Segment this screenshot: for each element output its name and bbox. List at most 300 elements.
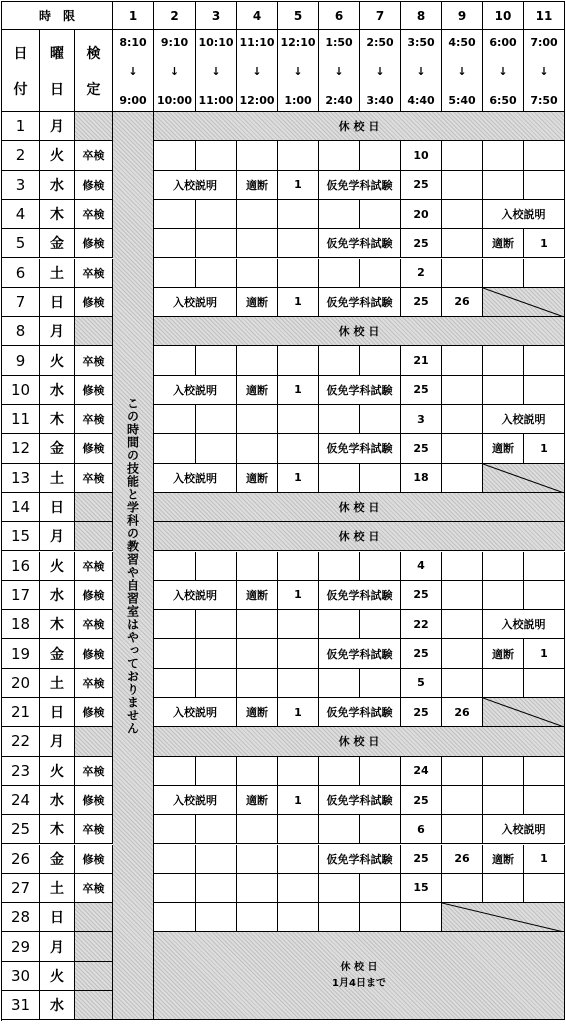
period-time-range (442, 30, 483, 112)
period9-value (442, 639, 483, 668)
period-time-range (524, 30, 565, 112)
empty-slot (196, 552, 237, 581)
empty-slot (196, 200, 237, 229)
date-cell: 17 (2, 581, 40, 610)
weekday-cell: 火 (40, 141, 75, 170)
provisional-license-exam: 仮免学科試験 (319, 229, 401, 258)
empty-slot (319, 259, 360, 288)
aptitude-test: 適断 (483, 639, 524, 668)
empty-slot (278, 669, 319, 698)
empty-slot (154, 874, 196, 903)
entrance-briefing: 入校説明 (154, 786, 237, 815)
empty-slot (237, 200, 278, 229)
weekday-cell: 木 (40, 815, 75, 844)
weekday-cell: 金 (40, 639, 75, 668)
date-cell: 3 (2, 171, 40, 200)
date-cell: 29 (2, 932, 40, 961)
period9-value (442, 434, 483, 463)
empty-slot (278, 141, 319, 170)
kentei-cell: 修検 (75, 786, 113, 815)
kentei-cell: 卒検 (75, 200, 113, 229)
period-start: 4:50 (448, 36, 476, 49)
weekday-cell: 日 (40, 288, 75, 317)
date-cell: 31 (2, 991, 40, 1020)
closed-day-band: 休 校 日 (154, 112, 565, 141)
weekday-cell: 水 (40, 786, 75, 815)
period8-value: 3 (401, 405, 442, 434)
period8-value: 25 (401, 229, 442, 258)
empty-slot (278, 405, 319, 434)
empty-slot (154, 405, 196, 434)
empty-slot (196, 669, 237, 698)
empty-slot (278, 434, 319, 463)
period-number: 2 (154, 2, 196, 30)
period-start: 9:10 (160, 36, 189, 49)
period9-value (442, 464, 483, 493)
period-arrow: ↓ (211, 65, 221, 78)
period8-value: 15 (401, 874, 442, 903)
aptitude-test: 適断 (237, 581, 278, 610)
date-cell: 16 (2, 552, 40, 581)
empty-slot (237, 669, 278, 698)
weekday-cell: 日 (40, 493, 75, 522)
entrance-briefing: 入校説明 (483, 610, 565, 639)
kentei-cell: 卒検 (75, 669, 113, 698)
empty-slot (278, 903, 319, 932)
empty-slot (278, 229, 319, 258)
aptitude-test: 適断 (483, 845, 524, 874)
date-cell: 24 (2, 786, 40, 815)
empty-slot (319, 346, 360, 375)
date-cell: 15 (2, 522, 40, 551)
empty-slot (237, 346, 278, 375)
period9-value (442, 610, 483, 639)
weekday-cell: 木 (40, 610, 75, 639)
slot-count: 1 (278, 288, 319, 317)
date-cell: 7 (2, 288, 40, 317)
date-cell: 22 (2, 727, 40, 756)
kentei-cell (75, 522, 113, 551)
period8-value: 25 (401, 581, 442, 610)
provisional-license-exam: 仮免学科試験 (319, 639, 401, 668)
empty-slot (483, 581, 524, 610)
period-arrow: ↓ (457, 65, 467, 78)
period9-value (442, 669, 483, 698)
period8-value: 5 (401, 669, 442, 698)
period-start: 12:10 (280, 36, 316, 49)
empty-slot (196, 757, 237, 786)
empty-slot (360, 757, 401, 786)
empty-slot (483, 757, 524, 786)
period8-value: 25 (401, 698, 442, 727)
weekday-cell: 月 (40, 112, 75, 141)
date-cell: 18 (2, 610, 40, 639)
period-arrow: ↓ (128, 65, 138, 78)
date-cell: 26 (2, 845, 40, 874)
period8-value: 21 (401, 346, 442, 375)
period-arrow: ↓ (498, 65, 508, 78)
empty-slot (196, 259, 237, 288)
empty-slot (524, 874, 565, 903)
empty-slot (319, 874, 360, 903)
empty-slot (319, 903, 360, 932)
period9-value (442, 141, 483, 170)
period-end: 12:00 (239, 94, 275, 107)
empty-slot (237, 434, 278, 463)
slot-count: 1 (278, 581, 319, 610)
hatched-slot (483, 464, 565, 493)
empty-slot (360, 610, 401, 639)
empty-slot (196, 434, 237, 463)
empty-slot (319, 141, 360, 170)
empty-slot (278, 845, 319, 874)
date-label: 日 付 (2, 30, 40, 112)
weekday-cell: 木 (40, 200, 75, 229)
provisional-license-exam: 仮免学科試験 (319, 786, 401, 815)
empty-slot (154, 845, 196, 874)
empty-slot (278, 757, 319, 786)
empty-slot (319, 815, 360, 844)
date-cell: 5 (2, 229, 40, 258)
aptitude-test: 適断 (237, 698, 278, 727)
closed-until-label: 1月4日まで (332, 977, 386, 989)
empty-slot (483, 259, 524, 288)
empty-slot (154, 815, 196, 844)
period8-value: 2 (401, 259, 442, 288)
period8-value: 10 (401, 141, 442, 170)
empty-slot (154, 200, 196, 229)
slot-count: 1 (278, 171, 319, 200)
empty-slot (483, 669, 524, 698)
weekday-label: 曜 日 (40, 30, 75, 112)
period-number: 4 (237, 2, 278, 30)
date-cell: 25 (2, 815, 40, 844)
empty-slot (360, 346, 401, 375)
period9-value (442, 757, 483, 786)
date-cell: 9 (2, 346, 40, 375)
date-cell: 27 (2, 874, 40, 903)
period8-value: 6 (401, 815, 442, 844)
period-number: 5 (278, 2, 319, 30)
period8-value: 25 (401, 639, 442, 668)
period9-value (442, 874, 483, 903)
period8-value: 18 (401, 464, 442, 493)
entrance-briefing: 入校説明 (154, 288, 237, 317)
period-end: 3:40 (366, 94, 394, 107)
date-cell: 11 (2, 405, 40, 434)
empty-slot (196, 610, 237, 639)
provisional-license-exam: 仮免学科試験 (319, 434, 401, 463)
empty-slot (360, 874, 401, 903)
empty-slot (154, 610, 196, 639)
period8-value: 25 (401, 434, 442, 463)
empty-slot (278, 346, 319, 375)
provisional-license-exam: 仮免学科試験 (319, 288, 401, 317)
empty-slot (237, 903, 278, 932)
kentei-cell: 卒検 (75, 141, 113, 170)
empty-slot (154, 259, 196, 288)
period-time-range (237, 30, 278, 112)
empty-slot (483, 346, 524, 375)
entrance-briefing: 入校説明 (483, 200, 565, 229)
closed-day-band: 休 校 日 (154, 522, 565, 551)
empty-slot (483, 171, 524, 200)
date-cell: 12 (2, 434, 40, 463)
period9-value (442, 346, 483, 375)
empty-slot (154, 903, 196, 932)
entrance-briefing: 入校説明 (154, 464, 237, 493)
date-cell: 1 (2, 112, 40, 141)
empty-slot (278, 610, 319, 639)
empty-slot (319, 669, 360, 698)
period-start: 1:50 (325, 36, 353, 49)
empty-slot (319, 405, 360, 434)
kentei-cell (75, 317, 113, 346)
closed-day-band: 休 校 日 (154, 727, 565, 756)
provisional-license-exam: 仮免学科試験 (319, 698, 401, 727)
date-cell: 4 (2, 200, 40, 229)
period9-value (442, 229, 483, 258)
empty-slot (524, 669, 565, 698)
empty-slot (154, 229, 196, 258)
empty-slot (524, 552, 565, 581)
kentei-cell: 修検 (75, 229, 113, 258)
provisional-license-exam: 仮免学科試験 (319, 171, 401, 200)
period9-value (442, 581, 483, 610)
weekday-cell: 土 (40, 259, 75, 288)
kentei-cell: 修検 (75, 434, 113, 463)
period-arrow: ↓ (252, 65, 262, 78)
empty-slot (196, 639, 237, 668)
period-arrow: ↓ (375, 65, 385, 78)
empty-slot (524, 171, 565, 200)
period8-value: 25 (401, 845, 442, 874)
aptitude-test: 適断 (237, 171, 278, 200)
period-end: 7:50 (530, 94, 558, 107)
empty-slot (483, 786, 524, 815)
aptitude-test: 適断 (483, 229, 524, 258)
period9-value (442, 786, 483, 815)
empty-slot (196, 141, 237, 170)
date-cell: 30 (2, 962, 40, 991)
weekday-cell: 水 (40, 581, 75, 610)
period-time-range (319, 30, 360, 112)
empty-slot (360, 464, 401, 493)
empty-slot (360, 141, 401, 170)
period8-value: 20 (401, 200, 442, 229)
period9-value (442, 200, 483, 229)
weekday-cell: 日 (40, 903, 75, 932)
kentei-cell (75, 493, 113, 522)
empty-slot (483, 874, 524, 903)
date-cell: 20 (2, 669, 40, 698)
period9-value (442, 376, 483, 405)
empty-slot (237, 552, 278, 581)
period9-value (442, 552, 483, 581)
period-end: 4:40 (407, 94, 435, 107)
period-arrow: ↓ (169, 65, 180, 78)
weekday-cell: 火 (40, 552, 75, 581)
period-number: 8 (401, 2, 442, 30)
date-cell: 6 (2, 259, 40, 288)
slot-count: 1 (278, 376, 319, 405)
empty-slot (360, 259, 401, 288)
period1-closed-note (113, 112, 154, 1020)
closed-day-band: 休 校 日 (154, 493, 565, 522)
period9-value (442, 405, 483, 434)
weekday-cell: 月 (40, 727, 75, 756)
weekday-cell: 土 (40, 669, 75, 698)
kentei-cell: 修検 (75, 171, 113, 200)
period-number: 3 (196, 2, 237, 30)
empty-slot (196, 229, 237, 258)
date-cell: 21 (2, 698, 40, 727)
empty-slot (196, 405, 237, 434)
period-number: 6 (319, 2, 360, 30)
weekday-cell: 水 (40, 171, 75, 200)
empty-slot (278, 200, 319, 229)
provisional-license-exam: 仮免学科試験 (319, 581, 401, 610)
period8-value: 25 (401, 786, 442, 815)
empty-slot (237, 845, 278, 874)
weekday-cell: 月 (40, 317, 75, 346)
aptitude-test: 適断 (237, 464, 278, 493)
period9-value: 26 (442, 698, 483, 727)
hatched-slot (483, 288, 565, 317)
period-arrow: ↓ (539, 65, 549, 78)
aptitude-test: 適断 (237, 376, 278, 405)
weekday-cell: 土 (40, 464, 75, 493)
period-start: 7:00 (530, 36, 558, 49)
entrance-briefing: 入校説明 (154, 376, 237, 405)
kentei-cell: 卒検 (75, 346, 113, 375)
empty-slot (154, 757, 196, 786)
empty-slot (237, 229, 278, 258)
period1-note-text: この時間の技能と学科の教習や自習室はやっておりません (125, 396, 140, 735)
schedule-table (1, 1, 565, 1021)
kentei-cell (75, 962, 113, 991)
period-end: 10:00 (156, 94, 192, 107)
slot-count: 1 (278, 698, 319, 727)
empty-slot (524, 757, 565, 786)
period-time-range (154, 30, 196, 112)
date-cell: 28 (2, 903, 40, 932)
period-start: 8:10 (119, 36, 147, 49)
date-cell: 10 (2, 376, 40, 405)
empty-slot (524, 581, 565, 610)
slot-count: 1 (278, 786, 319, 815)
empty-slot (278, 639, 319, 668)
kentei-cell: 卒検 (75, 464, 113, 493)
empty-slot (237, 815, 278, 844)
kentei-cell (75, 727, 113, 756)
kentei-cell (75, 932, 113, 961)
period-end: 2:40 (325, 94, 353, 107)
empty-slot (319, 610, 360, 639)
empty-slot (237, 610, 278, 639)
aptitude-test: 適断 (483, 434, 524, 463)
period-start: 10:10 (198, 36, 234, 49)
empty-slot (360, 405, 401, 434)
empty-slot (154, 141, 196, 170)
period-time-range (196, 30, 237, 112)
empty-slot (196, 346, 237, 375)
aptitude-test: 適断 (237, 786, 278, 815)
slot-count: 1 (524, 845, 565, 874)
period9-value: 26 (442, 288, 483, 317)
slot-count: 1 (524, 229, 565, 258)
empty-slot (237, 639, 278, 668)
period9-value (442, 171, 483, 200)
period-number: 9 (442, 2, 483, 30)
kentei-cell: 修検 (75, 376, 113, 405)
kentei-cell: 卒検 (75, 552, 113, 581)
slot-count: 1 (524, 434, 565, 463)
empty-slot (237, 405, 278, 434)
empty-slot (319, 552, 360, 581)
closed-label: 休 校 日 (340, 961, 378, 973)
period-start: 2:50 (366, 36, 394, 49)
empty-slot (196, 815, 237, 844)
period-arrow: ↓ (334, 65, 344, 78)
kentei-cell: 修検 (75, 845, 113, 874)
period-start: 3:50 (407, 36, 435, 49)
weekday-cell: 金 (40, 845, 75, 874)
kentei-label: 検 定 (75, 30, 113, 112)
weekday-cell: 金 (40, 229, 75, 258)
weekday-cell: 金 (40, 434, 75, 463)
entrance-briefing: 入校説明 (154, 171, 237, 200)
weekday-cell: 木 (40, 405, 75, 434)
period-time-range (113, 30, 154, 112)
empty-slot (524, 259, 565, 288)
entrance-briefing: 入校説明 (483, 405, 565, 434)
empty-slot (278, 815, 319, 844)
empty-slot (278, 874, 319, 903)
kentei-cell: 卒検 (75, 610, 113, 639)
date-cell: 19 (2, 639, 40, 668)
empty-slot (278, 552, 319, 581)
kentei-cell: 卒検 (75, 874, 113, 903)
empty-slot (237, 757, 278, 786)
period-title: 時 限 (2, 2, 113, 30)
kentei-cell (75, 991, 113, 1020)
kentei-cell: 卒検 (75, 259, 113, 288)
empty-slot (319, 464, 360, 493)
empty-slot (524, 346, 565, 375)
period-end: 6:50 (489, 94, 517, 107)
empty-slot (360, 669, 401, 698)
slot-count: 1 (524, 639, 565, 668)
empty-slot (360, 815, 401, 844)
provisional-license-exam: 仮免学科試験 (319, 845, 401, 874)
weekday-cell: 土 (40, 874, 75, 903)
empty-slot (524, 786, 565, 815)
empty-slot (360, 200, 401, 229)
period-arrow: ↓ (416, 65, 426, 78)
weekday-cell: 日 (40, 698, 75, 727)
kentei-cell: 修検 (75, 639, 113, 668)
weekday-cell: 火 (40, 346, 75, 375)
kentei-cell: 卒検 (75, 757, 113, 786)
period-number: 1 (113, 2, 154, 30)
empty-slot (483, 141, 524, 170)
hatched-slot (483, 698, 565, 727)
period-time-range (360, 30, 401, 112)
period9-value (442, 259, 483, 288)
period-end: 1:00 (284, 94, 312, 107)
empty-slot (196, 845, 237, 874)
